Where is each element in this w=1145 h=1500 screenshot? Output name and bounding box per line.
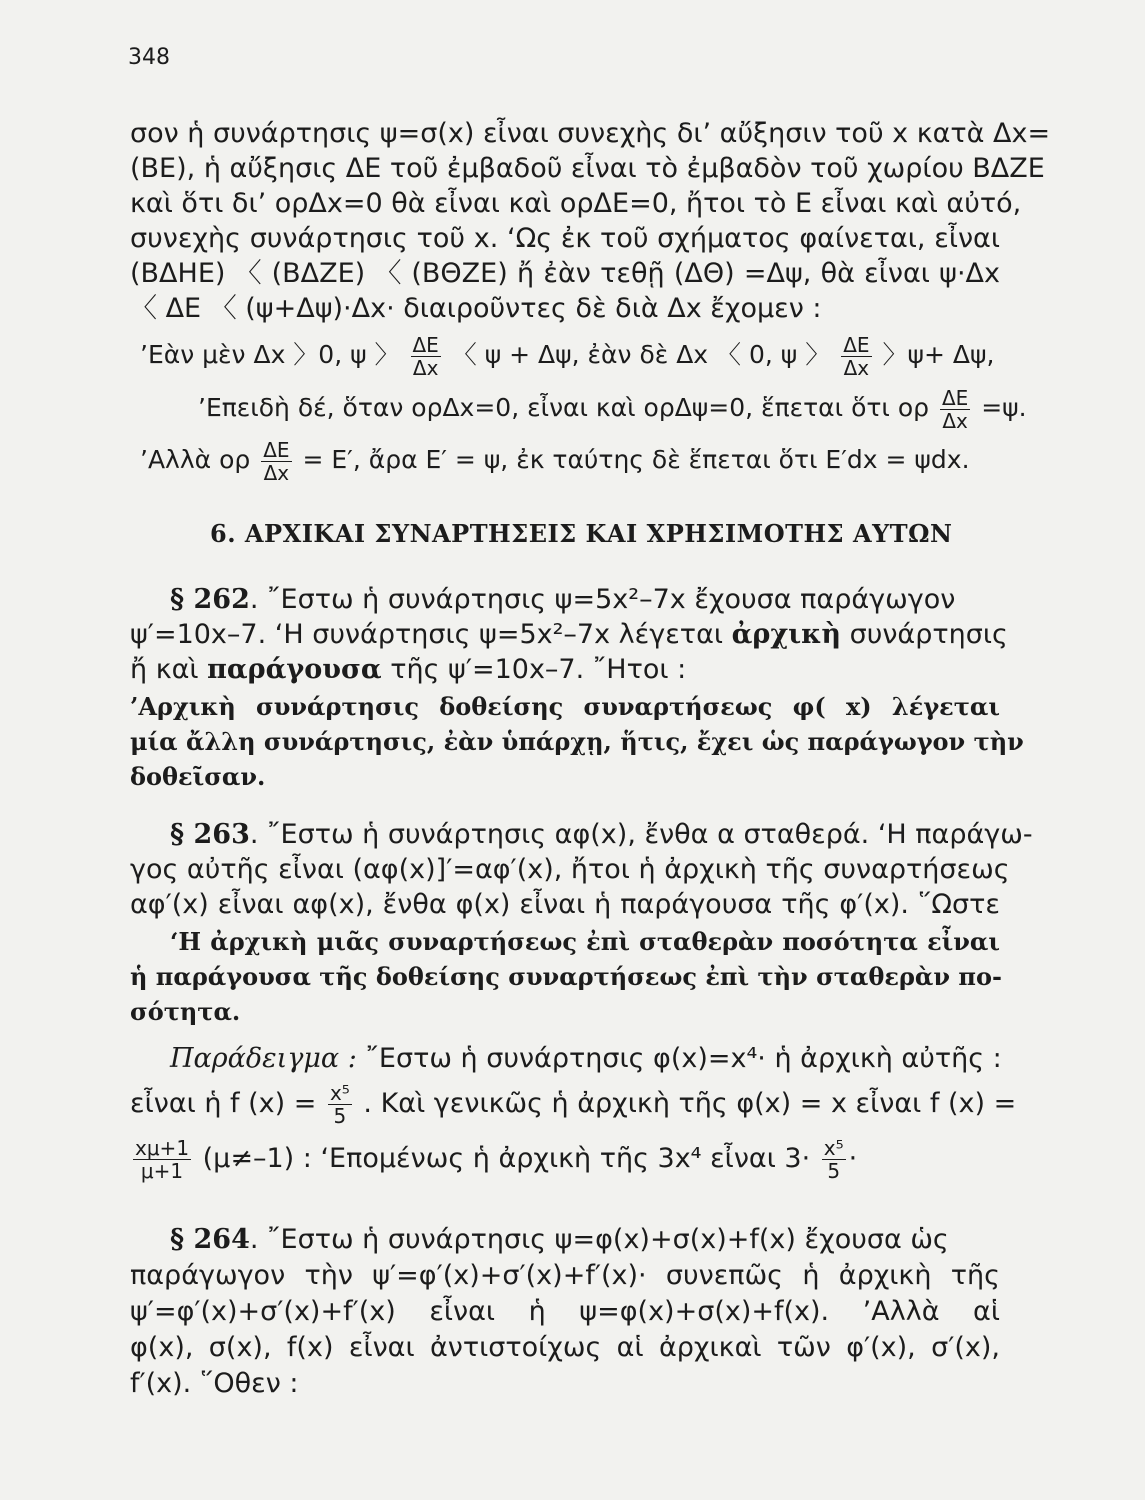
text-segment: =ψ. [981,393,1027,422]
section-number: § 264 [170,1224,250,1255]
text-segment: ’Επειδὴ δέ, ὅταν ορΔx=0, εἶναι καὶ ορΔψ=0, ἕπεται ὅτι ορ [198,393,929,422]
fraction [940,387,970,432]
fraction [261,439,291,484]
section-number: § 263 [170,819,250,850]
fraction [328,1082,352,1127]
text-line: (ΒΔΗΕ) 〈 (ΒΔΖΕ) 〈 (ΒΘΖΕ) ἤ ἐὰν τεθῇ (ΔΘ) =Δψ, θὰ εἶναι ψ·Δx [130,258,1000,289]
text-line [170,583,1000,617]
fraction-numerator: ΔΕ [263,437,290,462]
text-segment: 〉ψ+ Δψ, [882,340,995,369]
text-segment: . ῎Εστω ἡ συνάρτησις ψ=φ(x)+σ(x)+f(x) ἔχουσα ὡς [249,1224,949,1255]
text-line: f′(x). ῞Οθεν : [130,1368,299,1399]
example-label: Παράδειγμα : [170,1043,357,1074]
text-segment: . Καὶ γενικῶς ἡ ἀρχικὴ τῆς φ(x) = x εἶναι f (x) = [363,1088,1017,1119]
text-line: συνεχὴς συνάρτησις τοῦ x. ‘Ως ἐκ τοῦ σχήματος φαίνεται, εἶναι [130,223,1000,254]
section-number: § 262 [170,584,250,615]
text-segment: · [848,1143,858,1174]
limit-line [198,383,1027,433]
fraction-denominator: Δx [412,355,439,380]
text-line: σον ἡ συνάρτησις ψ=σ(x) εἶναι συνεχὴς δι’ αὔξησιν τοῦ x κατὰ Δx= [130,118,1051,149]
text-line [130,618,1008,652]
fraction [133,1137,191,1182]
bold-term: παράγουσα [207,654,382,685]
text-segment: ἤ καὶ [130,654,208,685]
fraction-numerator: x⁵ [329,1081,350,1105]
text-line [130,653,1000,687]
fraction-denominator: Δx [942,408,968,433]
bold-term: ἀρχικὴ [731,619,842,650]
fraction-denominator: μ+1 [140,1159,184,1183]
text-segment: = Ε′, ἄρα Ε′ = ψ, ἐκ ταύτης δὲ ἕπεται ὅτι Ε′dx = ψdx. [302,445,970,474]
conclusion-line [140,435,1010,485]
fraction-numerator: ΔΕ [412,332,439,357]
definition-line: δοθεῖσαν. [130,762,266,791]
text-line: παράγωγον τὴν ψ′=φ′(x)+σ′(x)+f′(x)· συνεπῶς ἡ ἀρχικὴ τῆς [130,1260,1000,1291]
fraction-denominator: Δx [263,460,290,485]
text-line: 〈 ΔΕ 〈 (ψ+Δψ)·Δx· διαιροῦντες δὲ διὰ Δx ἔχομεν : [130,293,822,324]
text-segment: ’Εὰν μὲν Δx 〉0, ψ 〉 [140,340,400,369]
text-segment: (μ≠–1) : ‘Επομένως ἡ ἀρχικὴ τῆς 3x⁴ εἶναι 3· [202,1143,811,1174]
fraction-denominator: 5 [827,1159,841,1183]
text-line: αφ′(x) εἶναι αφ(x), ἔνθα φ(x) εἶναι ἡ παράγουσα τῆς φ′(x). ῞Ωστε [130,889,1000,920]
fraction-denominator: Δx [843,355,870,380]
text-line [170,818,1033,852]
text-line [130,1135,1000,1183]
text-line: ψ′=φ′(x)+σ′(x)+f′(x) εἶναι ἡ ψ=φ(x)+σ(x)+f(x). ’Αλλὰ αἱ [130,1296,1000,1327]
rule-line: ἡ παράγουσα τῆς δοθείσης συναρτήσεως ἐπὶ τὴν σταθερὰν πο- [130,962,1002,991]
text-line: γος αὐτῆς εἶναι (αφ(x)]′=αφ′(x), ἤτοι ἡ ἀρχικὴ τῆς συναρτήσεως [130,854,1010,885]
text-line [130,1080,1017,1128]
section-heading: 6. ΑΡΧΙΚΑΙ ΣΥΝΑΡΤΗΣΕΙΣ ΚΑΙ ΧΡΗΣΙΜΟΤΗΣ ΑΥΤΩΝ [210,519,953,548]
text-segment: . ῎Εστω ἡ συνάρτησις αφ(x), ἔνθα α σταθερά. ‘Η παράγω- [249,819,1033,850]
fraction-numerator: xμ+1 [135,1136,190,1160]
text-segment: συνάρτησις [841,619,1008,650]
text-line [170,1042,1000,1076]
text-segment: ῎Εστω ἡ συνάρτησις φ(x)=x⁴· ἡ ἀρχικὴ αὐτῆς : [356,1043,1002,1074]
fraction-numerator: ΔΕ [941,385,969,410]
text-line: (ΒΕ), ἡ αὔξησις ΔΕ τοῦ ἐμβαδοῦ εἶναι τὸ ἐμβαδὸν τοῦ χωρίου ΒΔΖΕ [130,153,1045,184]
fraction-numerator: ΔΕ [843,332,870,357]
definition-line: μία ἄλλη συνάρτησις, ἐὰν ὑπάρχῃ, ἥτις, ἔχει ὡς παράγωγον τὴν [130,727,1024,756]
text-segment: τῆς ψ′=10x–7. ῎Ητοι : [381,654,687,685]
text-segment: . ῎Εστω ἡ συνάρτησις ψ=5x²–7x ἔχουσα παράγωγον [249,584,956,615]
page-number: 348 [128,45,170,70]
fraction [411,334,441,379]
text-line: φ(x), σ(x), f(x) εἶναι ἀντιστοίχως αἱ ἀρχικαὶ τῶν φ′(x), σ′(x), [130,1332,1000,1363]
text-segment: ψ′=10x–7. ‘Η συνάρτησις ψ=5x²–7x λέγεται [130,619,732,650]
text-line: καὶ ὅτι δι’ ορΔx=0 θὰ εἶναι καὶ ορΔΕ=0, ἤτοι τὸ Ε εἶναι καὶ αὐτό, [130,188,1022,219]
fraction [822,1137,846,1182]
text-segment: 〈 ψ + Δψ, ἐὰν δὲ Δx 〈 0, ψ 〉 [451,340,831,369]
fraction-numerator: x⁵ [823,1136,844,1160]
fraction-denominator: 5 [333,1104,347,1128]
inequality-line [140,330,1000,380]
rule-line: ‘Η ἀρχικὴ μιᾶς συναρτήσεως ἐπὶ σταθερὰν ποσότητα εἶναι [170,927,1000,956]
fraction [841,334,871,379]
text-line [170,1223,1000,1257]
rule-line: σότητα. [130,997,241,1026]
text-segment: ’Αλλὰ ορ [140,445,251,474]
text-segment: εἶναι ἡ f (x) = [130,1088,317,1119]
definition-line: ’Αρχικὴ συνάρτησις δοθείσης συναρτήσεως φ( x) λέγεται [130,692,1000,721]
